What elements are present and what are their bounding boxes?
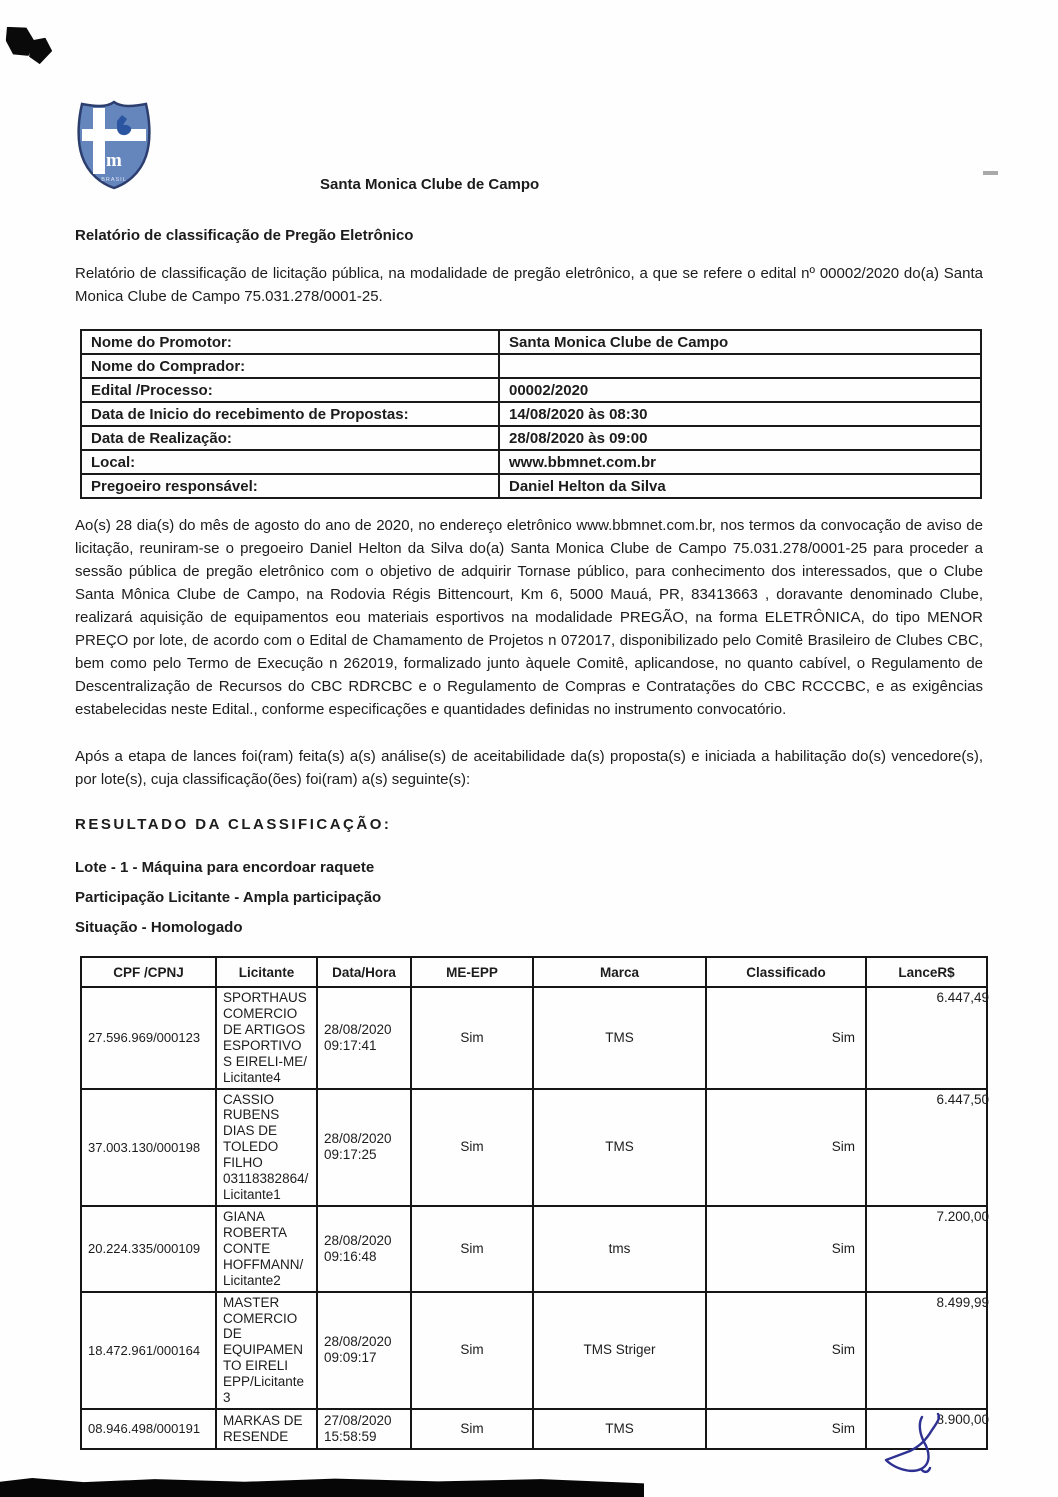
info-row: [81, 330, 981, 354]
handwritten-signature: [878, 1410, 956, 1484]
cell-classificado: Sim: [706, 1292, 866, 1409]
classification-results-table: [80, 956, 988, 1450]
cell-cpf: 08.946.498/000191: [81, 1409, 216, 1449]
cell-classificado: Sim: [706, 1206, 866, 1292]
col-header-cpf: CPF /CPNJ: [81, 957, 216, 987]
info-row: [81, 402, 981, 426]
scan-artifact-bottom-bar: [0, 1478, 644, 1497]
cell-me-epp: Sim: [411, 987, 533, 1089]
cell-lance: 8.499,99: [866, 1292, 987, 1409]
intro-paragraph: Relatório de classificação de licitação pública, na modalidade de pregão eletrônico, a que se refere o edital nº 00002/2020 do(a) Santa Monica Clube de Campo 75.031.278/0001-25.: [75, 265, 983, 305]
col-header-lance: LanceR$: [866, 957, 987, 987]
results-header-row: [81, 957, 987, 987]
cell-data-hora: 28/08/2020 09:17:25: [317, 1089, 411, 1206]
cell-me-epp: Sim: [411, 1292, 533, 1409]
info-value: 28/08/2020 às 09:00: [499, 426, 981, 450]
col-header-data-hora: Data/Hora: [317, 957, 411, 987]
cell-licitante: SPORTHAUS COMERCIO DE ARTIGOS ESPORTIVOS EIRELI-ME/ Licitante4: [216, 987, 317, 1089]
result-row: [81, 1292, 987, 1409]
info-value: Daniel Helton da Silva: [499, 474, 981, 498]
col-header-marca: Marca: [533, 957, 706, 987]
cell-licitante: MARKAS DE RESENDE: [216, 1409, 317, 1449]
cell-licitante: GIANA ROBERTA CONTE HOFFMANN/ Licitante2: [216, 1206, 317, 1292]
report-title: Relatório de classificação de Pregão Eletrônico: [75, 227, 414, 244]
cell-cpf: 20.224.335/000109: [81, 1206, 216, 1292]
info-value: www.bbmnet.com.br: [499, 450, 981, 474]
cell-me-epp: Sim: [411, 1089, 533, 1206]
cell-marca: TMS: [533, 987, 706, 1089]
cell-marca: TMS Striger: [533, 1292, 706, 1409]
cell-me-epp: Sim: [411, 1409, 533, 1449]
result-row: [81, 987, 987, 1089]
info-label: Data de Inicio do recebimento de Propostas:: [81, 402, 499, 426]
cell-data-hora: 27/08/2020 15:58:59: [317, 1409, 411, 1449]
club-crest-icon: [73, 99, 155, 191]
svg-text:BRASIL: BRASIL: [101, 177, 127, 183]
info-row: [81, 426, 981, 450]
cell-cpf: 37.003.130/000198: [81, 1089, 216, 1206]
cell-data-hora: 28/08/2020 09:09:17: [317, 1292, 411, 1409]
cell-data-hora: 28/08/2020 09:16:48: [317, 1206, 411, 1292]
cell-marca: TMS: [533, 1089, 706, 1206]
col-header-classificado: Classificado: [706, 957, 866, 987]
cell-classificado: Sim: [706, 987, 866, 1089]
info-row: [81, 474, 981, 498]
result-row: [81, 1089, 987, 1206]
club-name: Santa Monica Clube de Campo: [320, 176, 540, 193]
result-row: [81, 1206, 987, 1292]
procurement-info-table: [80, 329, 982, 499]
cell-cpf: 18.472.961/000164: [81, 1292, 216, 1409]
cell-classificado: Sim: [706, 1089, 866, 1206]
info-value: Santa Monica Clube de Campo: [499, 330, 981, 354]
cell-me-epp: Sim: [411, 1206, 533, 1292]
info-label: Edital /Processo:: [81, 378, 499, 402]
info-value: 14/08/2020 às 08:30: [499, 402, 981, 426]
status-line: Situação - Homologado: [75, 919, 243, 936]
info-row: [81, 354, 981, 378]
result-heading: RESULTADO DA CLASSIFICAÇÃO:: [75, 816, 392, 833]
col-header-licitante: Licitante: [216, 957, 317, 987]
info-label: Local:: [81, 450, 499, 474]
cell-lance: 7.200,00: [866, 1206, 987, 1292]
lot-line: Lote - 1 - Máquina para encordoar raquete: [75, 859, 375, 876]
cell-classificado: Sim: [706, 1409, 866, 1449]
session-paragraph: Ao(s) 28 dia(s) do mês de agosto do ano de 2020, no endereço eletrônico www.bbmnet.com.br, nos termos da convocação de aviso de licitação, reuniram-se o pregoeiro Daniel Helton da Silva do(a) Santa Monica Clube de Campo 75.031.278/0001-25 para proceder a sessão pública de pregão eletrônico com o objetivo de adquirir Tornase público, para conhecimento dos interessados, que o Clube Santa Mônica Clube de Campo, na Rodovia Régis Bittencourt, Km 6, 5000 Mauá, PR, 83413663 , doravante denominado Clube, realizará aquisição de equipamentos eou materiais esportivos na modalidade PREGÃO, na forma ELETRÔNICA, do tipo MENOR PREÇO por lote, de acordo com o Edital de Chamamento de Projetos n 072017, disponibilizado pelo Comitê Brasileiro de Clubes CBC, bem como pelo Termo de Execução n 262019, formalizado junto àquele Comitê, aplicandose, no quanto cabível, o Regulamento de Descentralização de Recursos do CBC RDRCBC e o Regulamento de Compras e Contratações do CBC RCCCBC, e as exigências estabelecidas neste Edital., conforme especificações e quantidades definidas no instrumento convocatório.: [75, 517, 983, 718]
info-value: [499, 354, 981, 378]
info-label: Nome do Comprador:: [81, 354, 499, 378]
cell-lance: 8.900,00: [866, 1409, 987, 1449]
info-label: Data de Realização:: [81, 426, 499, 450]
cell-lance: 6.447,50: [866, 1089, 987, 1206]
scan-artifact-edge-dash: [983, 171, 998, 175]
col-header-me-epp: ME-EPP: [411, 957, 533, 987]
cell-lance: 6.447,49: [866, 987, 987, 1089]
info-row: [81, 378, 981, 402]
cell-marca: TMS: [533, 1409, 706, 1449]
analysis-paragraph: Após a etapa de lances foi(ram) feita(s) a(s) análise(s) de aceitabilidade da(s) proposta(s) e iniciada a habilitação do(s) vencedore(s), por lote(s), cuja classificação(ões) foi(ram) a(s) seguinte(s):: [75, 748, 983, 788]
info-value: 00002/2020: [499, 378, 981, 402]
info-row: [81, 450, 981, 474]
info-label: Nome do Promotor:: [81, 330, 499, 354]
info-label: Pregoeiro responsável:: [81, 474, 499, 498]
cell-data-hora: 28/08/2020 09:17:41: [317, 987, 411, 1089]
cell-licitante: CASSIO RUBENS DIAS DE TOLEDO FILHO 03118382864/ Licitante1: [216, 1089, 317, 1206]
cell-licitante: MASTER COMERCIO DE EQUIPAMENTO EIRELI EPP/Licitante 3: [216, 1292, 317, 1409]
cell-cpf: 27.596.969/000123: [81, 987, 216, 1089]
result-row: [81, 1409, 987, 1449]
participation-line: Participação Licitante - Ampla participação: [75, 889, 382, 906]
cell-marca: tms: [533, 1206, 706, 1292]
svg-text:m: m: [106, 150, 122, 171]
